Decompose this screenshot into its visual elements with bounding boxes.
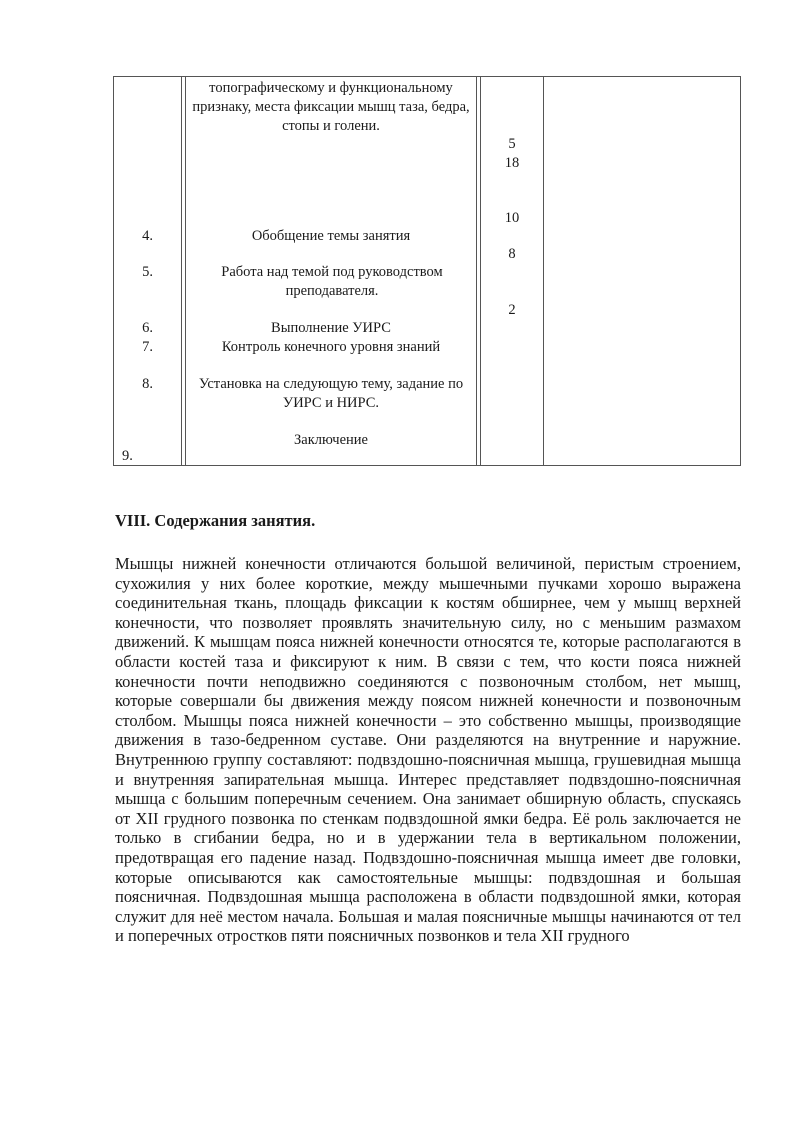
row-stage-text: Выполнение УИРС — [271, 320, 391, 336]
time-value: 10 — [504, 210, 520, 226]
row-number: 5. — [142, 264, 153, 280]
row-number: 6. — [142, 320, 153, 336]
table-column-divider — [476, 77, 477, 465]
row-number: 7. — [142, 339, 153, 355]
row-stage-text: Работа над темой под руководством преподавателя. — [221, 264, 443, 299]
body-paragraph: Мышцы нижней конечности отличаются большой величиной, перистым строением, сухожилия у них более короткие, между мышечными пучками хорошо выражена соединительная ткань, площадь фиксации к костям обширнее, чем у мышц верхней конечности, что позволяет проявлять значительную силу, но с меньшим размахом движений. К мышцам пояса нижней конечности относятся те, которые располагаются в области костей таза и фиксируют к ним. В связи с тем, что кости пояса нижней конечности почти неподвижно соединяются с позвоночным столбом, нет мышц, которые совершали бы движения между поясом нижней конечности и позвоночным столбом. Мышцы пояса нижней конечности – это собственно мышцы, производящие движения в тазо-бедренном суставе. Они разделяются на внутренние и наружние. Внутреннюю группу составляют: подвздошно-поясничная мышца, грушевидная мышца и внутренняя запирательная мышца. Интерес представляет подвздошно-поясничная мышца с большим поперечным сечением. Она занимает обширную область, спускаясь от XII грудного позвонка по стенкам подвздошной ямки бедра. Её роль заключается не только в сгибании бедра, но и в удержании тела в вертикальном положении, предотвращая его падение назад. Подвздошно-поясничная мышца имеет две головки, которые описываются как самостоятельные мышцы: подвздошная и большая поясничная. Подвздошная мышца расположена в области подвздошной ямки, которая служит для неё местом начала. Большая и малая поясничные мышцы начинаются от тел и поперечных отростков пяти поясничных позвонков и тела XII грудного — [115, 554, 741, 946]
row-stage-text: Заключение — [294, 432, 368, 448]
lesson-plan-table — [113, 76, 741, 466]
time-value: 2 — [508, 302, 516, 318]
time-value: 8 — [508, 246, 516, 262]
time-value: 5 — [508, 136, 516, 152]
table-column-divider — [181, 77, 182, 465]
row-stage-text: Установка на следующую тему, задание по УИРС и НИРС. — [198, 376, 464, 411]
row-number: 9. — [122, 448, 133, 464]
row-stage-text: Обобщение темы занятия — [251, 228, 411, 244]
table-column-divider — [543, 77, 544, 465]
time-value: 18 — [504, 155, 520, 171]
table-cell-text: топографическому и функциональному признаку, места фиксации мышц таза, бедра, стопы и голени. — [192, 80, 470, 134]
row-number: 8. — [142, 376, 153, 392]
row-stage-text: Контроль конечного уровня знаний — [221, 339, 441, 355]
row-number: 4. — [142, 228, 153, 244]
section-heading: VIII. Содержания занятия. — [115, 511, 316, 530]
